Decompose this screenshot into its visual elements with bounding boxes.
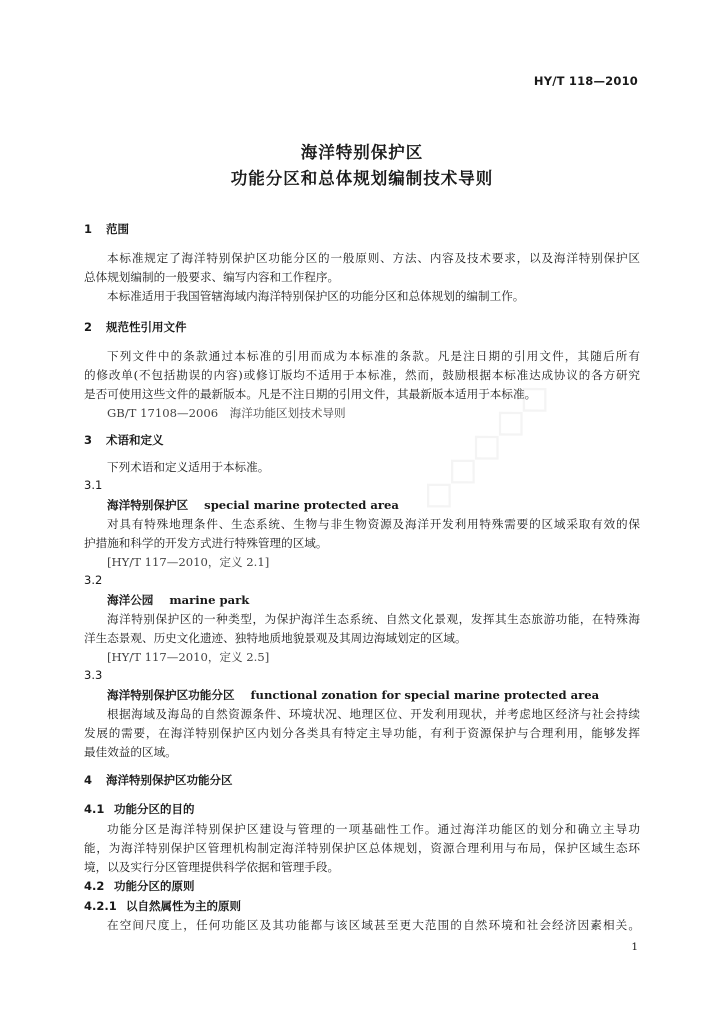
document-title-line1: 海洋特别保护区 xyxy=(300,143,424,162)
s4-1-line3: 境，以及实行分区管理提供科学依据和管理手段。 xyxy=(84,860,340,874)
document-title-line2: 功能分区和总体规划编制技术导则 xyxy=(230,169,494,188)
term-3-2-number: 3.2 xyxy=(84,573,103,587)
section-4-2-heading: 4.2 功能分区的原则 xyxy=(84,879,195,893)
section-4-2-1-heading: 4.2.1 以自然属性为主的原则 xyxy=(84,899,241,913)
s1-p1-line2: 总体规划编制的一般要求、编写内容和工作程序。 xyxy=(84,270,340,284)
term-3-3-def-line1: 根据海域及海岛的自然资源条件、环境状况、地理区位、开发利用现状，并考虑地区经济与社会持续 xyxy=(107,707,640,721)
section-3-heading: 3 术语和定义 xyxy=(84,433,164,447)
term-3-3-def-line2: 发展的需要，在海洋特别保护区内划分各类具有特定主导功能，有利于资源保护与合理利用，能够发挥 xyxy=(84,726,640,740)
section-1-heading: 1 范围 xyxy=(84,222,129,236)
term-3-1-def-line2: 护措施和科学的开发方式进行特殊管理的区域。 xyxy=(84,536,328,550)
section-2-heading: 2 规范性引用文件 xyxy=(84,320,187,334)
section-4-heading: 4 海洋特别保护区功能分区 xyxy=(84,773,233,787)
term-3-3-def-line3: 最佳效益的区域。 xyxy=(84,745,177,759)
s1-p1-line1: 本标准规定了海洋特别保护区功能分区的一般原则、方法、内容及技术要求，以及海洋特别保护区 xyxy=(107,251,640,265)
term-3-1-ref: [HY/T 117—2010，定义 2.1] xyxy=(107,555,270,569)
s3-intro: 下列术语和定义适用于本标准。 xyxy=(107,460,270,474)
s1-p2: 本标准适用于我国管辖海域内海洋特别保护区的功能分区和总体规划的编制工作。 xyxy=(107,289,525,303)
page-number: 1 xyxy=(631,941,638,953)
term-3-1-title: 海洋特别保护区 special marine protected area xyxy=(107,498,399,512)
term-3-2-def-line1: 海洋特别保护区的一种类型，为保护海洋生态系统、自然文化景观，发挥其生态旅游功能，在特殊海 xyxy=(107,612,640,626)
s4-2-1-line1: 在空间尺度上，任何功能区及其功能都与该区域甚至更大范围的自然环境和社会经济因素相关。 xyxy=(107,918,640,932)
s4-1-line2: 能，为海洋特别保护区管理机构制定海洋特别保护区总体规划，资源合理利用与布局，保护区域生态环 xyxy=(84,841,640,855)
term-3-1-number: 3.1 xyxy=(84,478,103,492)
term-3-2-def-line2: 洋生态景观、历史文化遗迹、独特地质地貌景观及其周边海域划定的区域。 xyxy=(84,631,467,645)
term-3-2-title: 海洋公园 marine park xyxy=(107,593,250,607)
term-3-2-ref: [HY/T 117—2010，定义 2.5] xyxy=(107,650,270,664)
section-4-1-heading: 4.1 功能分区的目的 xyxy=(84,802,195,816)
s4-1-line1: 功能分区是海洋特别保护区建设与管理的一项基础性工作。通过海洋功能区的划分和确立主导功 xyxy=(107,822,640,836)
s2-p1-line2: 的修改单(不包括勘误的内容)或修订版均不适用于本标准，然而，鼓励根据本标准达成协议的各方研究 xyxy=(84,368,640,382)
s2-p1-line1: 下列文件中的条款通过本标准的引用而成为本标准的条款。凡是注日期的引用文件，其随后所有 xyxy=(107,349,640,363)
term-3-3-title: 海洋特别保护区功能分区 functional zonation for special marine protected area xyxy=(107,688,600,702)
s2-p1-line3: 是否可使用这些文件的最新版本。凡是不注日期的引用文件，其最新版本适用于本标准。 xyxy=(84,387,537,401)
term-3-3-number: 3.3 xyxy=(84,668,103,682)
s2-reference: GB/T 17108—2006 海洋功能区划技术导则 xyxy=(107,406,346,420)
term-3-1-def-line1: 对具有特殊地理条件、生态系统、生物与非生物资源及海洋开发利用特殊需要的区域采取有效的保 xyxy=(107,517,640,531)
standard-code: HY/T 118—2010 xyxy=(533,74,638,88)
